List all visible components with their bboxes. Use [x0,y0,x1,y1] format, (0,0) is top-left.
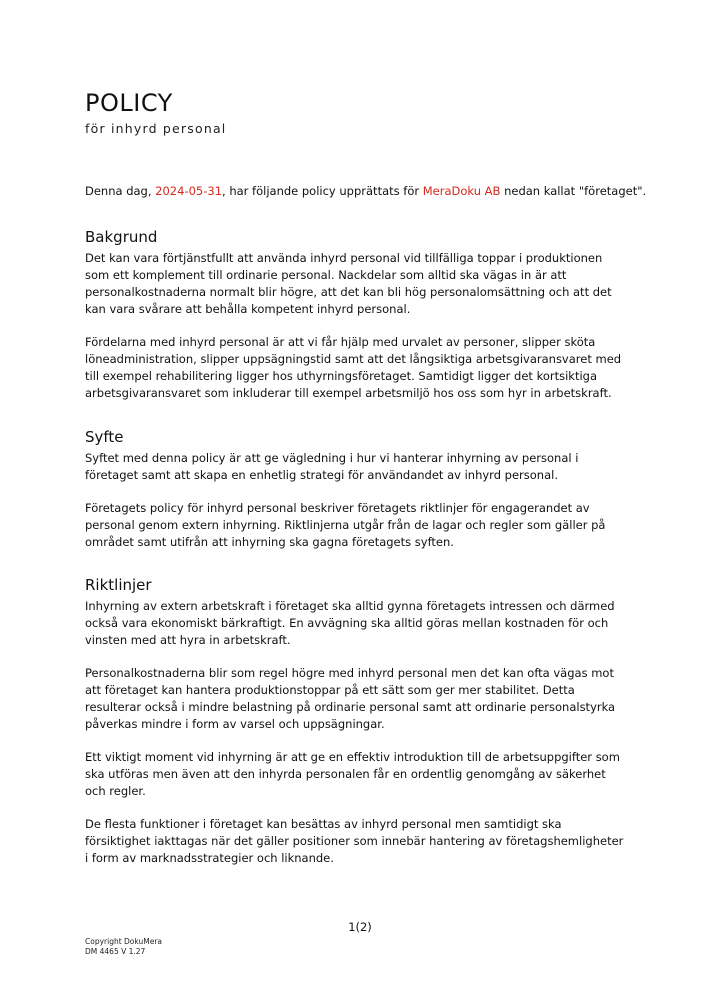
riktlinjer-paragraph-2: Personalkostnaderna blir som regel högre med inhyrd personal men det kan ofta vägas mot att företaget kan hantera produktionstoppar på ett sätt som ger mer stabilitet. Detta resulterar också i mindre belastning på ordinarie personal samt att ordinarie personalstyrka påverkas mindre i form av varsel och uppsägningar. [85,666,616,731]
riktlinjer-paragraph-1: Inhyrning av extern arbetskraft i företaget ska alltid gynna företagets intressen och därmed också vara ekonomiskt bärkraftigt. En avvägning ska alltid göras mellan kostnaden för och vinsten med att hyra in arbetskraft. [85,599,615,647]
bakgrund-paragraph-2: Fördelarna med inhyrd personal är att vi får hjälp med urvalet av personer, slipper sköta löneadministration, slipper uppsägningstid samt att det långsiktiga arbetsgivaransvaret med till exempel rehabilitering ligger hos uthyrningsföretaget. Samtidigt ligger det kortsiktiga arbetsgivaransvaret som inkluderar till exempel arbetsmiljö hos oss som hyr in arbetskraft. [85,335,622,400]
intro-paragraph [85,183,646,199]
document-title: POLICY [85,89,173,117]
document-subtitle: för inhyrd personal [85,121,227,136]
syfte-paragraph-1: Syftet med denna policy är att ge vägledning i hur vi hanterar inhyrning av personal i företaget samt att skapa en enhetlig strategi för användandet av inhyrd personal. [85,451,579,482]
section-heading-bakgrund: Bakgrund [85,228,158,246]
document-id: DM 4465 V 1.27 [85,947,146,956]
intro-date: 2024-05-31 [155,184,223,198]
intro-company: MeraDoku AB [422,184,501,198]
riktlinjer-paragraph-4: De flesta funktioner i företaget kan besättas av inhyrd personal men samtidigt ska försiktighet iakttagas när det gäller positioner som innebär hantering av företagshemligheter i form av marknadsstrategier och liknande. [85,817,624,865]
intro-middle: , har följande policy upprättats för [222,184,423,198]
riktlinjer-paragraph-3: Ett viktigt moment vid inhyrning är att ge en effektiv introduktion till de arbetsuppgifter som ska utföras men även att den inhyrda personalen får en ordentlig genomgång av säkerhet och regler. [85,750,620,798]
footer-copyright [85,937,162,957]
section-heading-syfte: Syfte [85,428,124,446]
syfte-paragraph-2: Företagets policy för inhyrd personal beskriver företagets riktlinjer för engagerandet av personal genom extern inhyrning. Riktlinjerna utgår från de lagar och regler som gäller på området samt utifrån att inhyrning ska gagna företagets syften. [85,501,606,549]
intro-suffix: nedan kallat "företaget". [500,184,647,198]
intro-prefix: Denna dag, [85,184,156,198]
section-syfte [85,427,625,567]
section-heading-riktlinjer: Riktlinjer [85,576,152,594]
copyright-text: Copyright DokuMera [85,937,163,946]
section-bakgrund [85,227,625,418]
page-number: 1(2) [348,920,372,934]
bakgrund-paragraph-1: Det kan vara förtjänstfullt att använda inhyrd personal vid tillfälliga toppar i produktionen som ett komplement till ordinarie personal. Nackdelar som alltid ska vägas in är att personalkostnaderna normalt blir högre, att det kan bli hög personalomsättning och att det kan vara svårare att behålla kompetent inhyrd personal. [85,251,612,316]
section-riktlinjer [85,575,625,883]
